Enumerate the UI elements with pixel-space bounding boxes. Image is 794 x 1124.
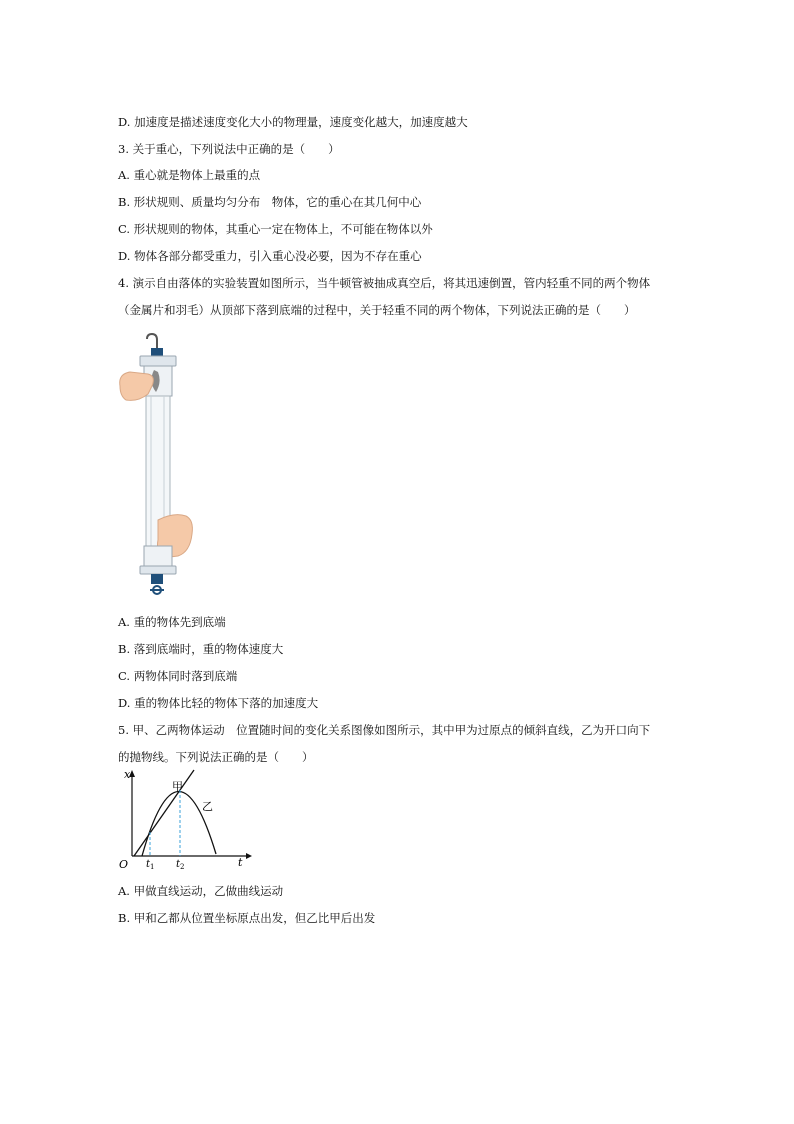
t1-label: $t_1$ [146,859,155,871]
option-a-q4: A. 重的物体先到底端 [118,615,226,629]
origin-label: O [119,858,129,871]
t-axis-label: t [238,856,243,869]
option-d-q3: D. 物体各部分都受重力，引入重心没必要，因为不存在重心 [118,249,422,263]
question-4-line1: 4. 演示自由落体的实验装置如图所示，当牛顿管被抽成真空后，将其迅速倒置，管内轻重不同的两个物体 [118,276,651,290]
line-jia [134,770,194,856]
question-5-line2: 的抛物线。下列说法正确的是（ ） [118,750,314,764]
question-5-line1: 5. 甲、乙两物体运动 位置随时间的变化关系图像如图所示，其中甲为过原点的倾斜直线，乙为开口向下 [118,723,651,737]
line-jia-label: 甲 [172,780,183,793]
parabola-yi-label: 乙 [202,800,213,813]
newton-tube-figure [118,330,198,605]
option-b-q4: B. 落到底端时，重的物体速度大 [118,642,284,656]
question-4-line2: （金属片和羽毛）从顶部下落到底端的过程中，关于轻重不同的两个物体，下列说法正确的是（ ） [118,303,636,317]
bottom-chamber [144,546,172,566]
option-a-q3: A. 重心就是物体上最重的点 [118,168,261,182]
option-b-q5: B. 甲和乙都从位置坐标原点出发，但乙比甲后出发 [118,911,376,925]
hook-icon [147,334,157,348]
x-axis-label: x [124,768,131,781]
t2-label: $t_2$ [176,859,185,871]
bottom-plate [140,566,176,574]
option-c-q3: C. 形状规则的物体，其重心一定在物体上，不可能在物体以外 [118,222,433,236]
option-c-q4: C. 两物体同时落到底端 [118,669,238,683]
position-time-graph [116,768,252,872]
option-d-q4: D. 重的物体比轻的物体下落的加速度大 [118,696,319,710]
bottom-valve [151,574,163,584]
top-valve [151,348,163,356]
question-3: 3. 关于重心，下列说法中正确的是（ ） [118,142,340,156]
option-d-q2: D. 加速度是描述速度变化大小的物理量，速度变化越大，加速度越大 [118,115,468,129]
top-plate [140,356,176,366]
option-b-q3: B. 形状规则、质量均匀分布 物体，它的重心在其几何中心 [118,195,422,209]
option-a-q5: A. 甲做直线运动，乙做曲线运动 [118,884,284,898]
